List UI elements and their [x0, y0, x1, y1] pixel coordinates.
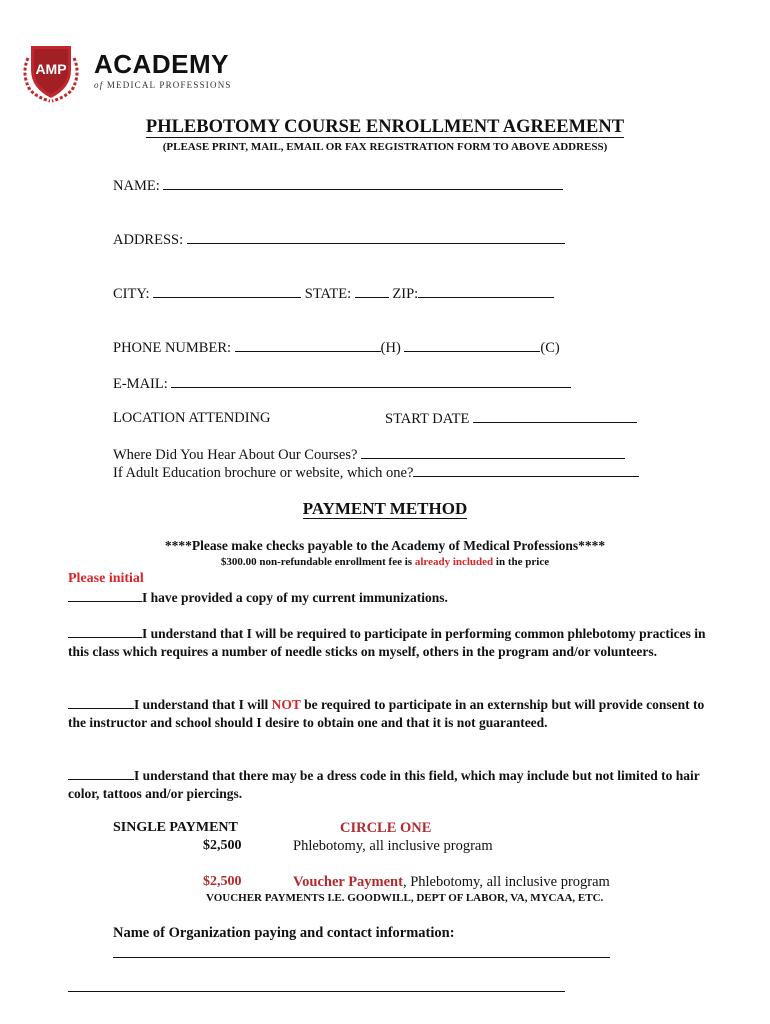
price-option-2: $2,500: [203, 874, 242, 889]
phone-row: [113, 339, 560, 357]
single-payment-label: SINGLE PAYMENT: [113, 820, 238, 835]
phone-cell-label: (C): [540, 340, 560, 356]
option-1-text[interactable]: Phlebotomy, all inclusive program: [293, 838, 493, 854]
svg-text:AMP: AMP: [35, 61, 67, 77]
organization-input-line-1[interactable]: [113, 957, 610, 958]
not-emphasis: NOT: [271, 697, 301, 712]
please-initial-label: Please initial: [68, 571, 144, 586]
fee-highlight: already included: [414, 556, 494, 568]
voucher-note: VOUCHER PAYMENTS I.E. GOODWILL, DEPT OF LABOR, VA, MYCAA, ETC.: [206, 892, 604, 904]
page-title: PHLEBOTOMY COURSE ENROLLMENT AGREEMENT: [145, 117, 625, 137]
logo-tagline: of MEDICAL PROFESSIONS: [94, 80, 232, 90]
phone-home-input-line[interactable]: [235, 339, 381, 352]
circle-one-label: CIRCLE ONE: [340, 820, 432, 836]
page-subtitle: (PLEASE PRINT, MAIL, EMAIL OR FAX REGISTRATION FORM TO ABOVE ADDRESS): [162, 141, 608, 153]
phone-cell-input-line[interactable]: [404, 339, 540, 352]
zip-label: ZIP:: [392, 286, 419, 302]
initial-line[interactable]: [68, 768, 134, 780]
initial-line[interactable]: [68, 697, 134, 709]
initial-item-immunizations: I have provided a copy of my current immunizations.: [68, 590, 448, 606]
initial-item-needle-sticks: I understand that I will be required to participate in performing common phlebotomy practices in this class which requires a number of needle sticks on myself, others in the program and/or volunteers.: [68, 626, 706, 659]
initial-item-externship: I understand that I will NOT be required to participate in an externship but will provide consent to the instructor and school should I desire to obtain one and that it is not guaranteed.: [68, 697, 705, 730]
state-label: STATE:: [304, 286, 352, 302]
adult-ed-input-line[interactable]: [413, 464, 639, 477]
initial-line[interactable]: [68, 626, 142, 638]
email-label: E-MAIL:: [113, 376, 168, 392]
voucher-payment-label: Voucher Payment: [293, 874, 403, 890]
name-field: [113, 177, 563, 195]
payment-heading: PAYMENT METHOD: [302, 499, 468, 518]
phone-home-label: (H): [380, 340, 401, 356]
initial-item-dress-code: I understand that there may be a dress code in this field, which may include but not limited to hair color, tattoos and/or piercings.: [68, 768, 700, 801]
state-input-line[interactable]: [355, 285, 389, 298]
city-input-line[interactable]: [153, 285, 301, 298]
hear-about-input-line[interactable]: [361, 446, 625, 459]
city-state-zip-row: [113, 285, 554, 303]
organization-label: Name of Organization paying and contact information:: [113, 925, 455, 941]
checks-note: ****Please make checks payable to the Academy of Medical Professions****: [164, 538, 606, 553]
name-label: NAME:: [113, 178, 160, 194]
adult-ed-field: [113, 464, 639, 482]
address-label: ADDRESS:: [113, 232, 184, 248]
initial-line[interactable]: [68, 590, 142, 602]
adult-ed-label: If Adult Education brochure or website, which one?: [113, 465, 414, 481]
phone-label: PHONE NUMBER:: [113, 340, 232, 356]
start-date-field: [385, 410, 637, 428]
location-label: LOCATION ATTENDING: [113, 410, 271, 426]
hear-about-label: Where Did You Hear About Our Courses?: [113, 447, 358, 463]
organization-input-line-2[interactable]: [68, 991, 565, 992]
name-input-line[interactable]: [163, 177, 563, 190]
address-field: [113, 231, 565, 249]
option-2-text[interactable]: Voucher Payment, Phlebotomy, all inclusive program: [293, 874, 610, 890]
hear-about-field: [113, 446, 625, 464]
amp-shield-icon: [18, 38, 84, 104]
email-field: [113, 375, 571, 393]
start-date-label: START DATE: [385, 411, 470, 427]
start-date-input-line[interactable]: [473, 410, 637, 423]
address-input-line[interactable]: [187, 231, 565, 244]
email-input-line[interactable]: [171, 375, 571, 388]
academy-logo: [18, 38, 258, 104]
fee-note: $300.00 non-refundable enrollment fee is already included in the price: [220, 556, 550, 568]
logo-brand: ACADEMY: [94, 49, 229, 79]
price-option-1: $2,500: [203, 838, 242, 853]
city-label: CITY:: [113, 286, 150, 302]
zip-input-line[interactable]: [418, 285, 554, 298]
